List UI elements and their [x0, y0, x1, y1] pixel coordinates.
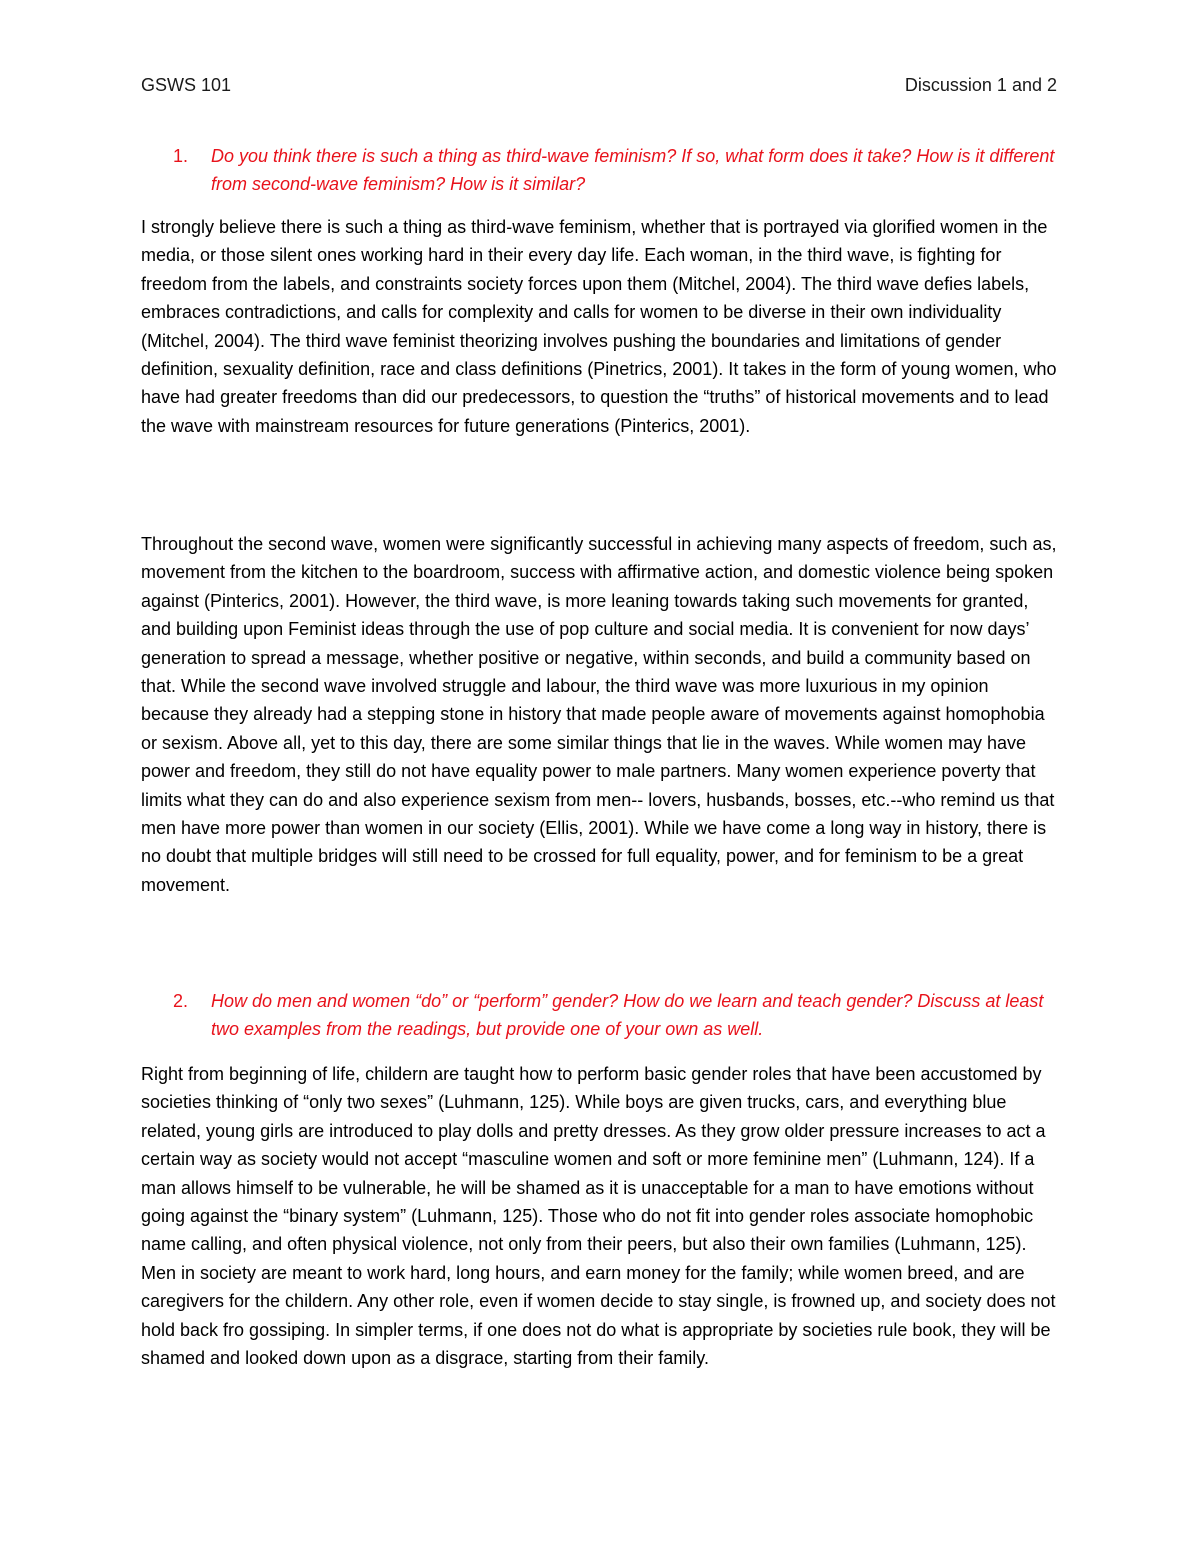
question-number: 1.	[173, 146, 189, 166]
answer-paragraph: I strongly believe there is such a thing as third-wave feminism, whether that is portrayed via glorified women in the media, or those silent ones working hard in their every day life. Each woman, in the third wave, is fighting for freedom from the labels, and constraints society forces upon them (Mitchel, 2004). The third wave defies labels, embraces contradictions, and calls for complexity and calls for women to be diverse in their own individuality (Mitchel, 2004). The third wave feminist theorizing involves pushing the boundaries and limitations of gender definition, sexuality definition, race and class definitions (Pinetrics, 2001). It takes in the form of young women, who have had greater freedoms than did our predecessors, to question the “truths” of historical movements and to lead the wave with mainstream resources for future generations (Pinterics, 2001).	[141, 217, 1057, 436]
header-course: GSWS 101	[141, 75, 232, 95]
question-2	[141, 987, 1056, 1043]
question-text: How do men and women “do” or “perform” gender? How do we learn and teach gender? Discuss at least two examples from the readings, but provide one of your own as well.	[211, 991, 1044, 1039]
question-number: 2.	[173, 991, 189, 1011]
question-text: Do you think there is such a thing as third-wave feminism? If so, what form does it take? How is it different from second-wave feminism? How is it similar?	[211, 146, 1055, 194]
answer-paragraph: Right from beginning of life, childern are taught how to perform basic gender roles that have been accustomed by societies thinking of “only two sexes” (Luhmann, 125). While boys are given trucks, cars, and everything blue related, young girls are introduced to play dolls and pretty dresses. As they grow older pressure increases to act a certain way as society would not accept “masculine women and soft or more feminine men” (Luhmann, 124). If a man allows himself to be vulnerable, he will be shamed as it is unacceptable for a man to have emotions without going against the “binary system” (Luhmann, 125). Those who do not fit into gender roles associate homophobic name calling, and often physical violence, not only from their peers, but also their own families (Luhmann, 125). Men in society are meant to work hard, long hours, and earn money for the family; while women breed, and are caregivers for the childern. Any other role, even if women decide to stay single, is frowned up, and society does not hold back fro gossiping. In simpler terms, if one does not do what is appropriate by societies rule book, they will be shamed and looked down upon as a disgrace, starting from their family.	[141, 1064, 1056, 1369]
answer-paragraph: Throughout the second wave, women were significantly successful in achieving many aspects of freedom, such as, movement from the kitchen to the boardroom, success with affirmative action, and domestic violence being spoken against (Pinterics, 2001). However, the third wave, is more leaning towards taking such movements for granted, and building upon Feminist ideas through the use of pop culture and social media. It is convenient for now days’ generation to spread a message, whether positive or negative, within seconds, and build a community based on that. While the second wave involved struggle and labour, the third wave was more luxurious in my opinion because they already had a stepping stone in history that made people aware of movements against homophobia or sexism. Above all, yet to this day, there are some similar things that lie in the waves. While women may have power and freedom, they still do not have equality power to male partners. Many women experience poverty that limits what they can do and also experience sexism from men-- lovers, husbands, bosses, etc.--who remind us that men have more power than women in our society (Ellis, 2001). While we have come a long way in history, there is no doubt that multiple bridges will still need to be crossed for full equality, power, and for feminism to be a great movement.	[141, 534, 1057, 895]
header-title: Discussion 1 and 2	[904, 75, 1057, 95]
question-1	[141, 142, 1056, 198]
